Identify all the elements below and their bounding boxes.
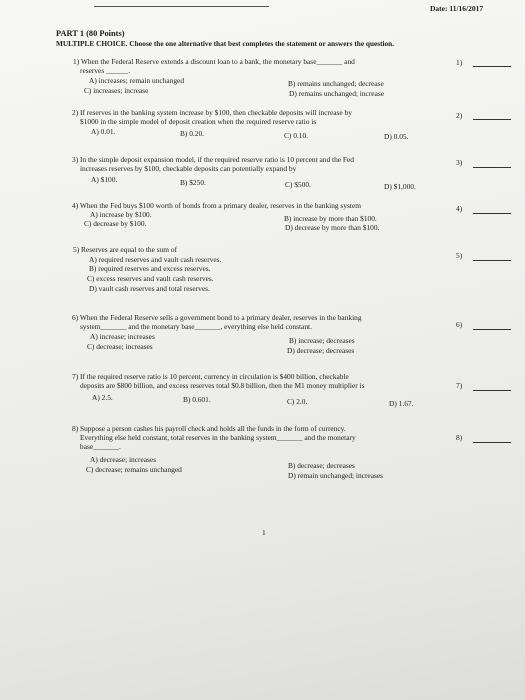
question-stem: 6) When the Federal Reserve sells a government bond to a primary dealer, reserves in the banking xyxy=(72,313,362,322)
option-d: D) 1.67. xyxy=(389,399,414,408)
question-stem: 5) Reserves are equal to the sum of xyxy=(73,245,178,254)
option-c: C) excess reserves and vault cash reserves. xyxy=(87,274,214,283)
top-rule xyxy=(94,6,269,7)
answer-blank xyxy=(473,329,511,330)
option-a: A) 0.01. xyxy=(91,127,116,136)
question-number: 6) xyxy=(456,320,463,329)
question-stem: 7) If the required reserve ratio is 10 percent, currency in circulation is $400 billion, checkable xyxy=(72,372,349,381)
question-number: 4) xyxy=(456,204,463,213)
question-number: 8) xyxy=(456,433,463,442)
answer-blank xyxy=(473,119,511,120)
option-d: D) $1,000. xyxy=(384,182,416,191)
question-stem: $1000 in the simple model of deposit creation when the required reserve ratio is xyxy=(80,117,317,126)
option-c: C) decrease; remains unchanged xyxy=(86,465,182,474)
question-stem: 3) In the simple deposit expansion model, if the required reserve ratio is 10 percent and the Fed xyxy=(72,155,354,164)
question-number: 7) xyxy=(456,381,463,390)
option-b: B) decrease; decreases xyxy=(288,461,355,470)
option-c: C) $500. xyxy=(285,180,311,189)
option-b: B) increase; decreases xyxy=(289,336,355,345)
option-b: B) 0.20. xyxy=(180,129,205,138)
option-b: B) $250. xyxy=(180,178,206,187)
option-c: C) 2.0. xyxy=(287,397,308,406)
answer-blank xyxy=(473,167,511,168)
answer-blank xyxy=(473,260,511,261)
option-c: C) increases; increase xyxy=(84,86,149,95)
option-d: D) remains unchanged; increase xyxy=(289,89,385,98)
question-stem: Everything else held constant, total reserves in the banking system_______ and the monetary xyxy=(80,433,356,442)
question-stem: 4) When the Fed buys $100 worth of bonds from a primary dealer, reserves in the banking system xyxy=(72,201,361,210)
question-number: 3) xyxy=(456,158,463,167)
option-a: A) $100. xyxy=(91,175,118,184)
option-d: D) vault cash reserves and total reserves. xyxy=(89,284,210,293)
option-d: D) decrease; decreases xyxy=(287,346,355,355)
option-c: C) decrease; increases xyxy=(87,342,153,351)
option-a: A) increase; increases xyxy=(90,332,155,341)
answer-blank xyxy=(473,213,511,214)
option-a: A) decrease; increases xyxy=(90,455,157,464)
option-d: D) decrease by more than $100. xyxy=(285,223,380,232)
option-c: C) 0.10. xyxy=(284,131,309,140)
question-stem: reserves ______. xyxy=(80,66,131,75)
option-d: D) 0.05. xyxy=(384,132,409,141)
question-number: 2) xyxy=(456,111,463,120)
question-stem: 2) If reserves in the banking system increase by $100, then checkable deposits will increase by xyxy=(72,108,352,117)
option-b: B) remains unchanged; decrease xyxy=(288,79,384,88)
option-d: D) remain unchanged; increases xyxy=(288,471,384,480)
question-stem: 8) Suppose a person cashes his payroll check and holds all the funds in the form of currency. xyxy=(72,424,346,433)
option-c: C) decrease by $100. xyxy=(84,219,147,228)
page-number: 1 xyxy=(262,528,266,537)
answer-blank xyxy=(473,442,511,443)
question-stem: increases reserves by $100, checkable deposits can potentially expand by xyxy=(80,164,297,173)
question-stem: system_______ and the monetary base_______, everything else held constant. xyxy=(80,322,312,331)
part-title: PART 1 (80 Points) xyxy=(56,29,125,38)
instructions: MULTIPLE CHOICE. Choose the one alternative that best completes the statement or answers the question. xyxy=(56,39,395,48)
option-a: A) required reserves and vault cash reserves. xyxy=(89,255,222,264)
option-b: B) required reserves and excess reserves. xyxy=(89,264,211,273)
date-label: Date: 11/16/2017 xyxy=(430,4,484,13)
question-stem: base_______. xyxy=(80,442,121,451)
question-stem: 1) When the Federal Reserve extends a discount loan to a bank, the monetary base_______ and xyxy=(73,57,355,66)
question-number: 1) xyxy=(456,58,463,67)
option-b: B) increase by more than $100. xyxy=(284,214,377,223)
question-stem: deposits are $800 billion, and excess reserves total $0.8 billion, then the M1 money multiplier is xyxy=(80,381,365,390)
option-a: A) 2.5. xyxy=(92,393,113,402)
option-a: A) increase by $100. xyxy=(90,210,152,219)
question-number: 5) xyxy=(456,251,463,260)
option-b: B) 0.601. xyxy=(183,395,211,404)
answer-blank xyxy=(473,66,511,67)
option-a: A) increases; remain unchanged xyxy=(89,76,185,85)
answer-blank xyxy=(473,390,511,391)
